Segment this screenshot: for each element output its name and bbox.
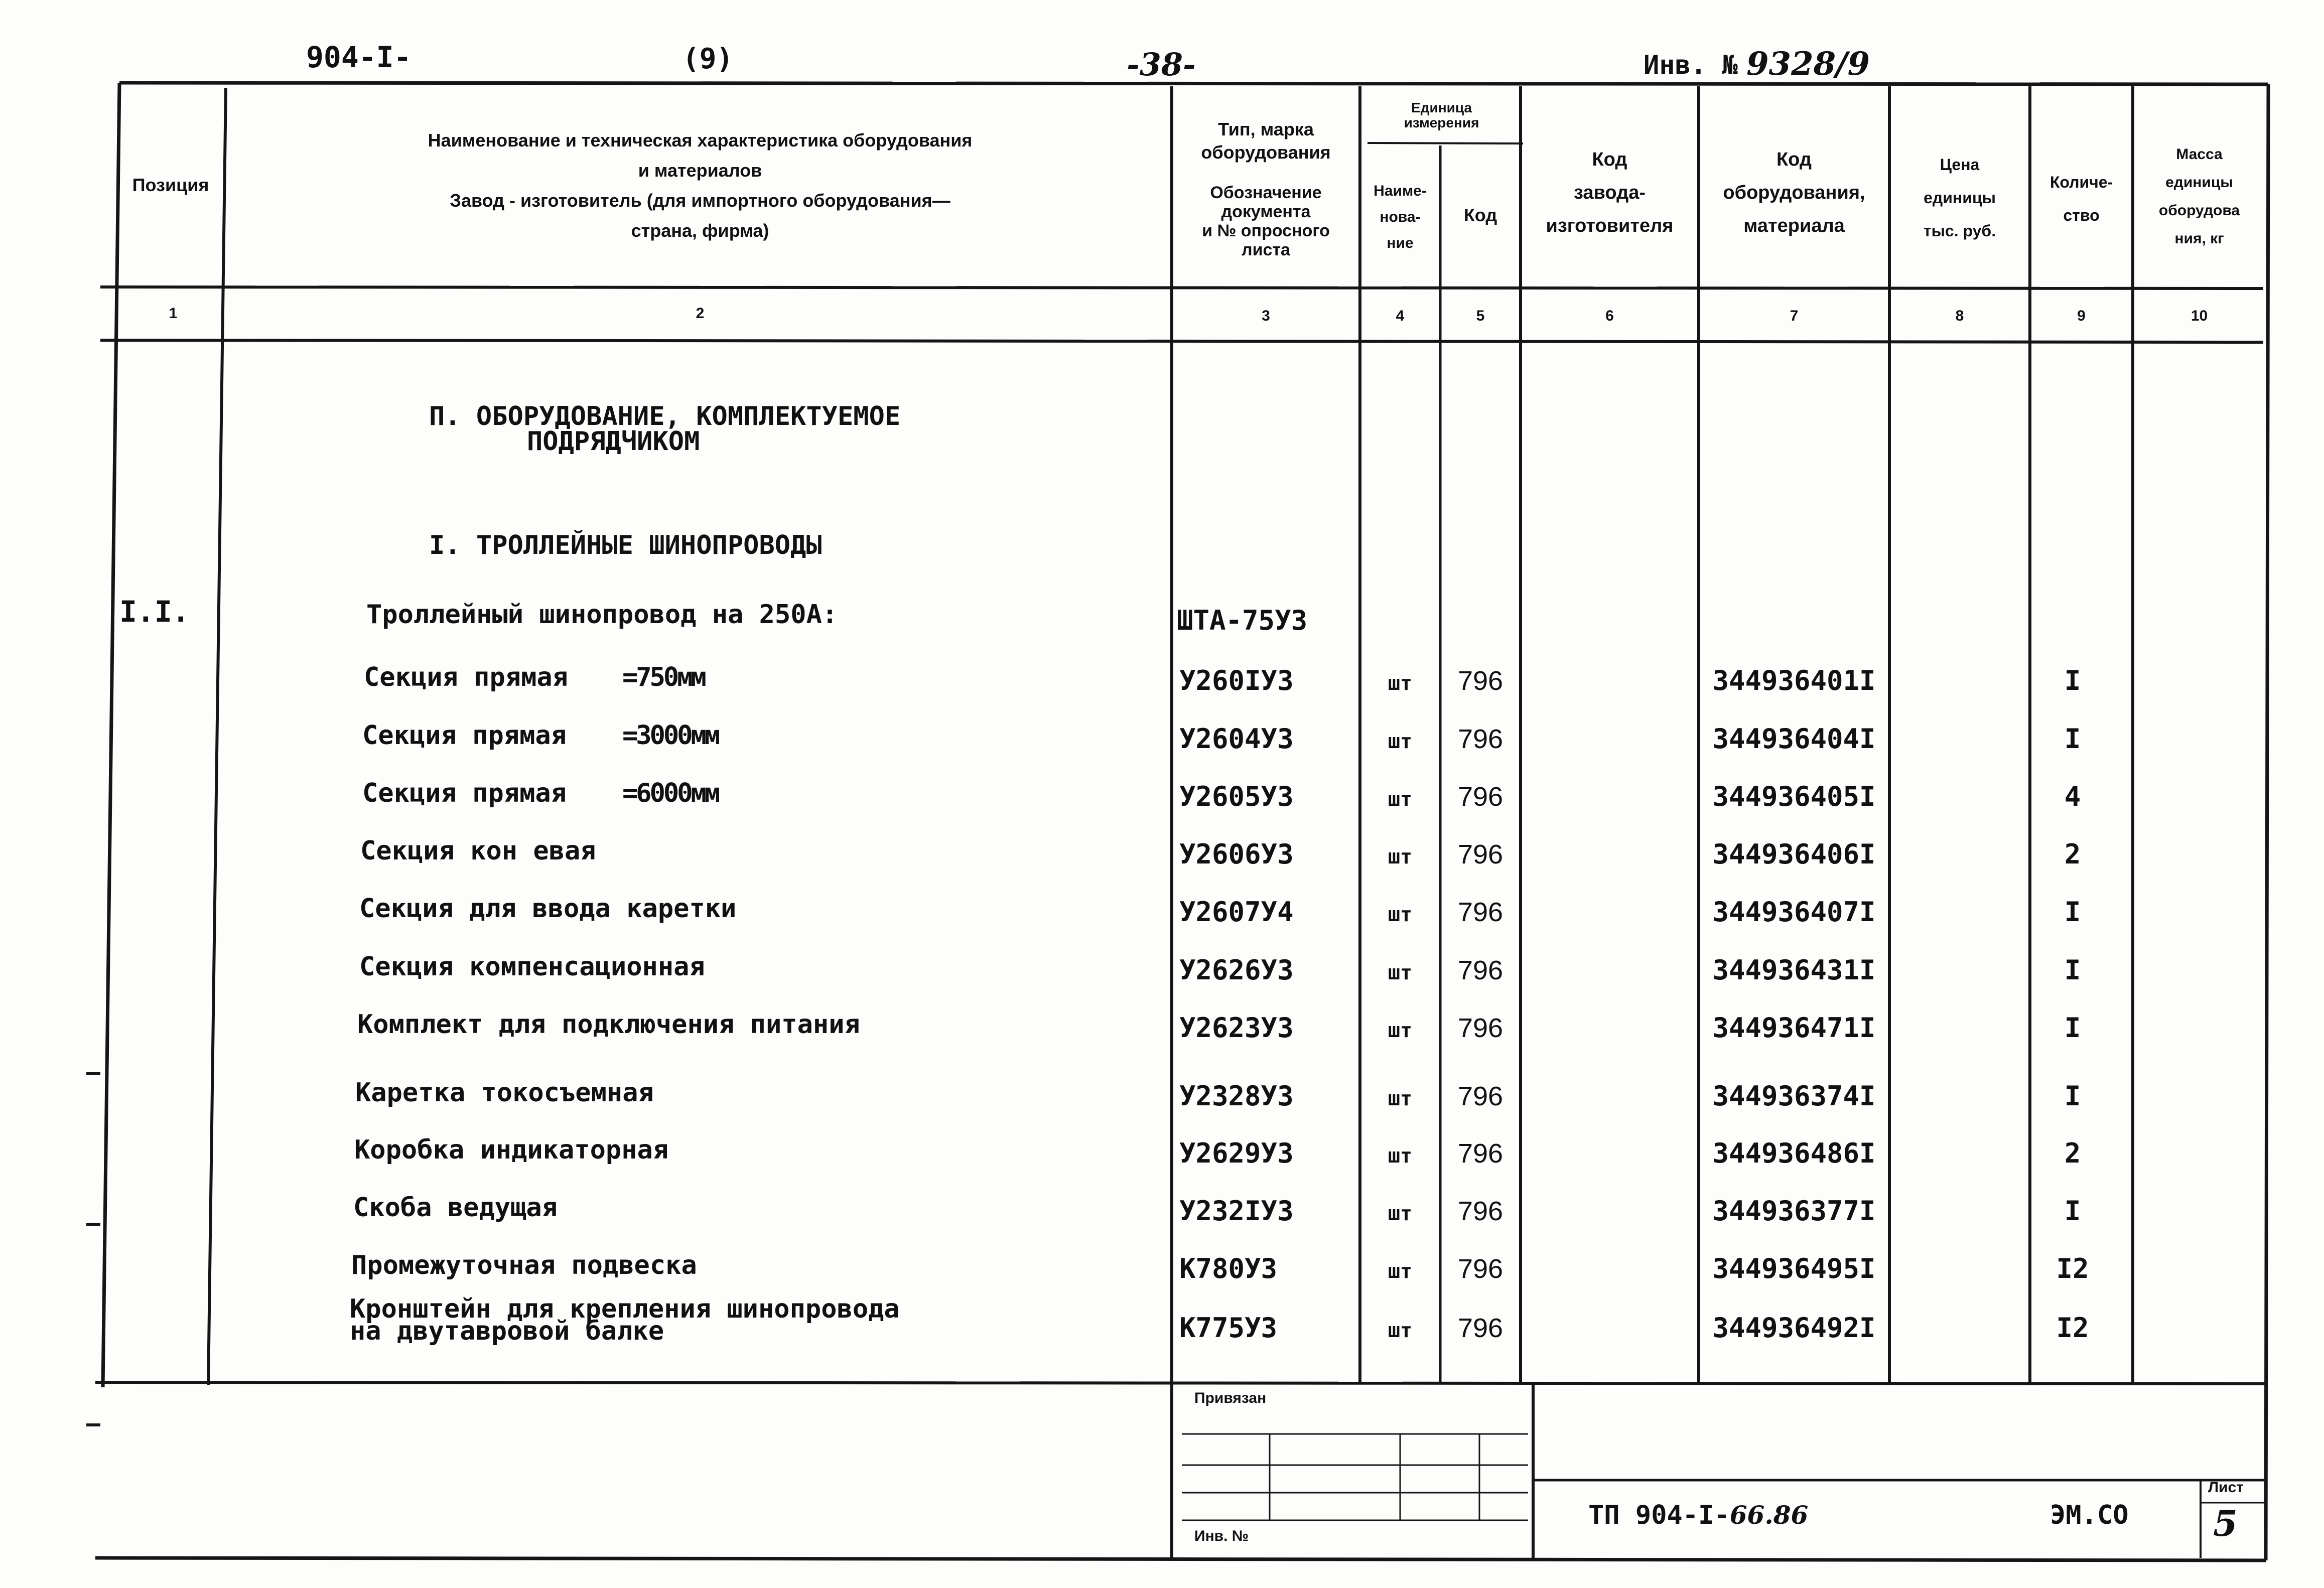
row-quantity: I — [2064, 896, 2081, 928]
inventory-label: Инв. № — [1644, 50, 1738, 80]
header-material-code: Код оборудования, материала — [1723, 149, 1865, 236]
row-quantity: I2 — [2056, 1312, 2089, 1344]
row-unit: шт — [1388, 672, 1413, 695]
row-unit-code: 796 — [1457, 782, 1503, 812]
row-material-code: 344936374I — [1712, 1080, 1876, 1112]
row-material-code: 344936492I — [1712, 1312, 1876, 1344]
row-unit-code: 796 — [1457, 1081, 1503, 1111]
row-unit-code: 796 — [1457, 1196, 1503, 1226]
header-unit-name: Наиме- нова- ние — [1374, 183, 1427, 251]
row-quantity: I — [2064, 1080, 2081, 1112]
row-quantity: I — [2064, 665, 2081, 696]
inventory-number: 9328/9 — [1746, 45, 1870, 83]
stamp-sheet-code: ЭМ.СО — [2050, 1500, 2129, 1530]
series-code: 904-I- — [306, 40, 412, 74]
column-number: 3 — [1262, 308, 1270, 324]
group-name: Троллейный шинопровод на 250А: — [366, 600, 838, 630]
row-unit-code: 796 — [1457, 1254, 1503, 1284]
stamp-attached-label: Привязан — [1194, 1390, 1267, 1406]
column-number: 4 — [1396, 308, 1405, 324]
row-name: Секция прямая — [364, 662, 568, 692]
row-quantity: I — [2064, 954, 2081, 986]
row-quantity: 2 — [2064, 1137, 2081, 1169]
row-type: К775УЗ — [1179, 1312, 1278, 1344]
row-unit-code: 796 — [1457, 955, 1503, 985]
row-material-code: 344936495I — [1712, 1253, 1876, 1284]
row-type: У2607У4 — [1179, 896, 1294, 928]
column-number: 6 — [1605, 308, 1614, 324]
row-type: У2623УЗ — [1179, 1012, 1294, 1044]
subsection-heading: I. ТРОЛЛЕЙНЫЕ ШИНОПРОВОДЫ — [429, 530, 822, 560]
part-number: (9) — [682, 43, 734, 75]
row-name: Кронштейн для крепления шинопровода на двутавровой балке — [350, 1294, 900, 1346]
row-type: У232IУЗ — [1179, 1195, 1294, 1227]
row-name: Секция прямая — [362, 720, 567, 751]
section-heading: П. ОБОРУДОВАНИЕ, КОМПЛЕКТУЕМОЕ ПОДРЯДЧИКОМ — [429, 401, 901, 457]
column-number: 2 — [696, 305, 705, 322]
row-type: У260IУЗ — [1179, 665, 1294, 696]
row-name: Каретка токосъемная — [355, 1078, 654, 1108]
row-name: Секция прямая — [362, 778, 567, 808]
header-position: Позиция — [132, 175, 209, 195]
row-unit-code: 796 — [1457, 839, 1503, 870]
row-unit: шт — [1388, 1144, 1413, 1168]
row-type: У2605УЗ — [1179, 781, 1294, 812]
row-material-code: 344936405I — [1712, 781, 1876, 812]
row-material-code: 344936431I — [1712, 954, 1876, 986]
column-number: 10 — [2191, 308, 2208, 324]
stamp-doc-code: ТП 904-I-66.86 — [1588, 1500, 1809, 1530]
row-type: У2629УЗ — [1179, 1137, 1294, 1169]
row-quantity: I — [2064, 723, 2081, 755]
stamp-inventory-label: Инв. № — [1194, 1528, 1249, 1544]
row-unit-code: 796 — [1457, 1138, 1503, 1169]
header-name: Наименование и техническая характеристика оборудования и материалов Завод - изготовитель (для импортного оборудования— страна, фирма) — [428, 130, 973, 241]
row-unit-code: 796 — [1457, 1013, 1503, 1043]
header-mass: Масса единицы оборудова ния, кг — [2158, 146, 2240, 247]
row-material-code: 344936377I — [1712, 1195, 1876, 1227]
header-type: Тип, марка оборудования — [1201, 119, 1331, 163]
group-type: ШТА-75УЗ — [1177, 605, 1308, 636]
row-type: У2328УЗ — [1179, 1080, 1294, 1112]
row-unit-code: 796 — [1457, 897, 1503, 927]
header-unit-code: Код — [1463, 205, 1497, 225]
row-name: Скоба ведущая — [353, 1193, 558, 1223]
group-position: I.I. — [119, 595, 190, 629]
row-quantity: I — [2064, 1012, 2081, 1044]
header-price: Цена единицы тыс. руб. — [1923, 156, 1996, 240]
row-name: Секция кон евая — [360, 836, 596, 866]
row-name: Коробка индикаторная — [354, 1135, 669, 1165]
row-parameter: =750мм — [622, 662, 705, 692]
row-unit: шт — [1388, 1019, 1413, 1042]
row-name: Секция для ввода каретки — [359, 894, 737, 924]
row-name: Промежуточная подвеска — [351, 1250, 697, 1280]
row-material-code: 344936406I — [1712, 838, 1876, 870]
page-number: -38- — [1127, 46, 1196, 83]
row-parameter: =6000мм — [622, 778, 719, 808]
row-material-code: 344936401I — [1712, 665, 1876, 696]
row-material-code: 344936407I — [1712, 896, 1876, 928]
column-number: 9 — [2077, 308, 2086, 324]
row-unit: шт — [1388, 961, 1413, 984]
header-maker-code: Код завода- изготовителя — [1546, 149, 1674, 236]
row-name: Комплект для подключения питания — [357, 1009, 860, 1040]
row-type: У2606УЗ — [1179, 838, 1294, 870]
row-unit: шт — [1388, 1319, 1413, 1342]
row-unit: шт — [1388, 903, 1413, 926]
row-unit: шт — [1388, 730, 1413, 753]
row-material-code: 344936404I — [1712, 723, 1876, 755]
column-number: 7 — [1790, 308, 1799, 324]
row-material-code: 344936471I — [1712, 1012, 1876, 1044]
row-unit-code: 796 — [1457, 1313, 1503, 1343]
column-number: 1 — [169, 305, 178, 322]
row-unit-code: 796 — [1457, 724, 1503, 754]
row-type: К780УЗ — [1179, 1253, 1278, 1284]
header-unit-group: Единица измерения — [1404, 100, 1479, 130]
row-parameter: =3000мм — [622, 720, 719, 751]
column-number: 5 — [1476, 308, 1485, 324]
row-type: У2604УЗ — [1179, 723, 1294, 755]
row-unit: шт — [1388, 788, 1413, 811]
row-type: У2626УЗ — [1179, 954, 1294, 986]
row-quantity: 4 — [2064, 781, 2081, 812]
row-name: Секция компенсационная — [359, 952, 705, 982]
row-quantity: 2 — [2064, 838, 2081, 870]
row-unit: шт — [1388, 1202, 1413, 1225]
row-quantity: I — [2064, 1195, 2081, 1227]
stamp-sheet-number: 5 — [2213, 1503, 2238, 1544]
row-material-code: 344936486I — [1712, 1137, 1876, 1169]
row-unit-code: 796 — [1457, 666, 1503, 696]
row-unit: шт — [1388, 1087, 1413, 1110]
row-unit: шт — [1388, 1260, 1413, 1283]
row-unit: шт — [1388, 845, 1413, 869]
stamp-sheet-label: Лист — [2208, 1479, 2244, 1496]
header-quantity: Количе- ство — [2049, 173, 2113, 224]
column-number: 8 — [1955, 308, 1964, 324]
row-quantity: I2 — [2056, 1253, 2089, 1284]
header-document: Обозначение документа и № опросного листа — [1202, 183, 1330, 259]
